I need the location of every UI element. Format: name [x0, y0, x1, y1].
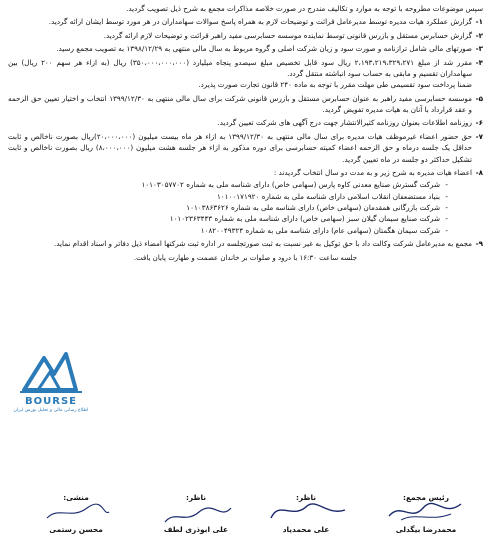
chairman-signature — [381, 492, 471, 535]
signature-scribble-icon — [261, 498, 351, 524]
item-text: صورتهای مالی شامل ترازنامه و صورت سود و زیان شرکت اصلی و گروه مربوط به سال مالی منتهی به ۱۳۹۸/۱۲/۲۹ به تصویب مجمع رسید. — [56, 44, 472, 54]
item-number: ۹- — [475, 239, 483, 249]
signatory-role: ناظر: — [185, 493, 207, 502]
secretary-signature — [31, 492, 121, 535]
signatory-role: رئیس مجمع: — [403, 493, 449, 502]
signatory-role: منشی: — [63, 493, 89, 502]
list-item: - بنیاد مستضعفان انقلاب اسلامی دارای شناسه ملی به شماره ۱۰۱۰۰۱۷۱۹۲۰ — [8, 191, 448, 202]
logo-subtitle: اطلاع رسانی مالی و تحلیل بورس ایران — [13, 408, 89, 413]
item-number: ۸- — [475, 167, 483, 177]
supervisor2-signature — [151, 492, 241, 535]
item-number: ۷- — [475, 131, 483, 141]
item-text: مقرر شد از مبلغ ۲،۱۹۳،۲۱۹،۳۲۹،۲۷۱ ریال سود قابل تخصیص مبلغ سیصدو پنجاه میلیارد (۳۵۰،۰۰۰،۰۰۰،۰۰۰) ریال (به ازاء هر سهم ۲۰۰ ریال) بین سهامداران تقسیم و مابقی به حساب سود انباشته منتقل گردد. — [8, 57, 472, 78]
signature-scribble-icon — [381, 498, 471, 524]
signatory-name: محسن رستمی — [49, 524, 103, 534]
resolution-4 — [8, 57, 483, 91]
item-text: گزارش حسابرس مستقل و بازرس قانونی توسط نماینده موسسه حسابرسی مفید راهبر قرائت و توضیحات لازم ارائه گردید. — [103, 30, 472, 40]
document-page — [8, 3, 483, 542]
resolution-6 — [8, 117, 483, 128]
item-number: ۵- — [475, 93, 483, 103]
signature-scribble-icon — [31, 498, 121, 524]
resolution-1 — [8, 16, 483, 27]
item-text: اعضاء هیات مدیره به شرح زیر و به مدت دو سال انتخاب گردیدند : — [273, 167, 472, 177]
item-number: ۳- — [475, 44, 483, 54]
list-item: - شرکت صنایع سیمان گیلان سبز (سهامی خاص) دارای شناسه ملی به شماره ۱۰۱۰۲۳۶۳۴۴۳ — [8, 213, 448, 224]
bourse-logo-icon — [10, 348, 92, 396]
list-item: - شرکت بازرگانی همقدمان (سهامی خاص) دارای شناسه ملی به شماره ۱۰۱۰۳۸۶۳۶۲۶ — [8, 202, 448, 213]
intro-text: سپس موضوعات مطروحه با توجه به موارد و تکالیف مندرج در صورت خلاصه مذاکرات مجمع به شرح ذیل تصویب گردید. — [126, 4, 483, 13]
item-text: مجمع به مدیرعامل شرکت وکالت داد با حق توکیل به غیر نسبت به ثبت صورتجلسه در اداره ثبت شرکتها امضاء ذیل دفاتر و اسناد اقدام نماید. — [53, 239, 472, 249]
closing-text: جلسه ساعت ۱۶:۳۰ با درود و صلوات بر خاندان عصمت و طهارت پایان یافت. — [133, 253, 358, 262]
item-number: ۴- — [475, 57, 483, 67]
item-text: گزارش عملکرد هیات مدیره توسط مدیرعامل قرائت و توضیحات لازم به همراه پاسخ سوالات سهامداران در هر مورد توسط ایشان ارائه گردید. — [48, 17, 472, 27]
signatory-name: علی ابوذری لطف — [163, 524, 229, 534]
logo-text: BOURSE — [25, 396, 77, 407]
signatory-name: محمدرضا بیگدلی — [395, 524, 457, 534]
resolution-2 — [8, 30, 483, 41]
resolution-5 — [8, 93, 483, 116]
item-text: حق حضور اعضاء غیرموظف هیات مدیره برای سال مالی منتهی به ۱۳۹۹/۱۲/۳۰ به ازاء هر ماه بیست میلیون (۲۰،۰۰۰،۰۰۰)ریال بصورت ناخالص و ثابت حداقل یک جلسه درماه و حق الزحمه اعضاء کمیته حسابرسی برای دوره مذکور به ازاء هر جلسه هشت میلیون (۸،۰۰۰،۰۰۰) ریال بصورت ناخالص و ثابت تشکیل حداکثر دو جلسه در ماه تعیین گردید. — [8, 131, 472, 164]
item-number: ۱- — [475, 17, 483, 27]
signatory-name: علی محمدیاد — [282, 524, 330, 534]
signature-scribble-icon — [151, 498, 241, 524]
item-text: روزنامه اطلاعات بعنوان روزنامه کثیرالانتشار جهت درج آگهی های شرکت تعیین گردید. — [217, 118, 472, 128]
supervisor1-signature — [261, 492, 351, 535]
signature-block — [0, 492, 491, 542]
signatory-role: ناظر: — [295, 493, 317, 502]
resolution-8 — [8, 167, 483, 236]
list-item: - شرکت سیمان هگمتان (سهامی عام) دارای شناسه ملی به شماره ۱۰۸۲۰۰۴۹۳۲۴ — [8, 225, 448, 236]
item-continuation: ضمنا پرداخت سود تقسیمی طی مهلت مقرر با توجه به ماده ۲۴۰ قانون تجارت صورت پذیرد. — [198, 80, 472, 90]
resolution-9 — [8, 238, 483, 249]
item-number: ۶- — [475, 118, 483, 128]
bourse-logo — [10, 348, 92, 418]
resolution-7 — [8, 131, 483, 165]
board-members-list — [8, 179, 448, 236]
resolution-3 — [8, 43, 483, 54]
item-text: موسسه حسابرسی مفید راهبر به عنوان حسابرس مستقل و بازرس قانونی شرکت برای سال مالی منتهی به ۱۳۹۹/۱۲/۳۰ انتخاب و اختیار تعیین حق الزحمه و عقد قرارداد با آنان به هیات مدیره تفویض گردید. — [8, 93, 472, 114]
item-number: ۲- — [475, 30, 483, 40]
list-item: - شرکت گسترش صنایع معدنی کاوه پارس (سهامی خاص) دارای شناسه ملی به شماره ۱۰۱۰۳۰۵۷۷۰۲ — [8, 179, 448, 190]
